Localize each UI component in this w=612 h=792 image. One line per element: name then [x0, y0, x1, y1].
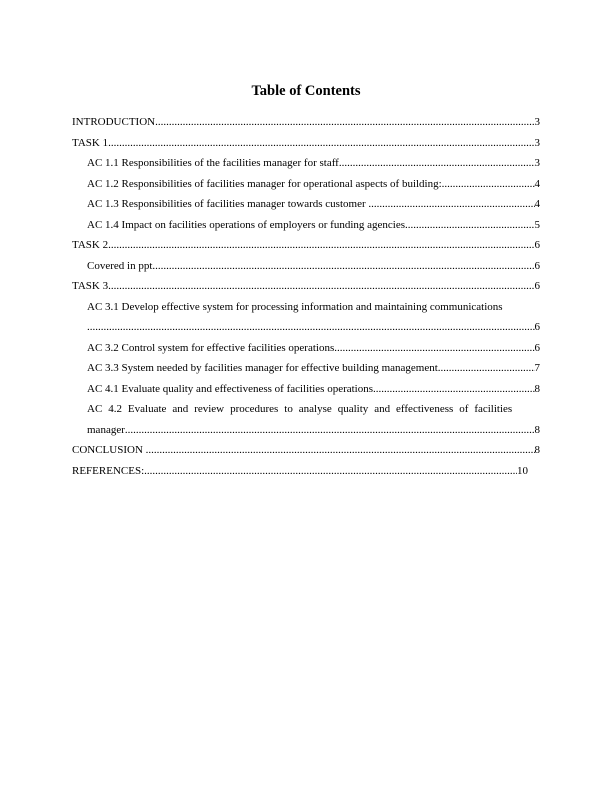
- toc-dot-leader: [442, 174, 535, 195]
- toc-entry-label: Covered in ppt: [87, 259, 153, 272]
- toc-entry-label: AC 1.4 Impact on facilities operations of employers or funding agencies: [87, 218, 405, 231]
- toc-entry-page: 3: [534, 116, 540, 128]
- toc-entry-ac-3-2[interactable]: [72, 338, 540, 359]
- toc-dot-leader: [334, 338, 534, 359]
- toc-dot-leader: [108, 235, 534, 256]
- toc-entry-page: 6: [534, 321, 540, 333]
- toc-entry-ac-1-2[interactable]: [72, 174, 540, 195]
- toc-entry-line: [87, 297, 540, 318]
- toc-entry-label: CONCLUSION: [72, 444, 146, 456]
- toc-entry-ac-4-1[interactable]: [72, 379, 540, 400]
- toc-entry-label: AC 4.2 Evaluate and review procedures to analyse quality and effectiveness of facilities: [87, 403, 513, 415]
- toc-entry-page: 5: [534, 218, 540, 231]
- toc-entry-ac-4-2[interactable]: [72, 399, 540, 440]
- toc-dot-leader: [405, 215, 535, 236]
- toc-entry-label: TASK 1: [72, 136, 109, 149]
- toc-entry-conclusion[interactable]: [72, 440, 540, 461]
- toc-dot-leader: [87, 317, 535, 338]
- toc-entry-page: 3: [534, 157, 540, 169]
- toc-entry-label: AC 1.3 Responsibilities of facilities manager towards customer: [87, 198, 369, 210]
- toc-entry-label: TASK 3: [72, 280, 109, 292]
- toc-dot-leader: [339, 153, 535, 174]
- toc-entry-label: AC 4.1 Evaluate quality and effectiveness of facilities operations: [87, 382, 374, 395]
- toc-dot-leader: [144, 461, 517, 482]
- toc-title: Table of Contents: [251, 83, 361, 99]
- toc-entry-label: REFERENCES:: [72, 464, 145, 477]
- toc-entry-task-3[interactable]: [72, 276, 540, 297]
- toc-dot-leader: [125, 420, 535, 441]
- toc-entry-ac-1-3[interactable]: [72, 194, 540, 215]
- toc-dot-leader: [146, 440, 535, 461]
- toc-entry-introduction[interactable]: [72, 112, 540, 133]
- toc-entry-label-continued: manager: [87, 423, 125, 436]
- toc-entry-page: 6: [534, 341, 540, 354]
- toc-entry-references[interactable]: [72, 461, 528, 482]
- toc-entry-page: 3: [534, 136, 540, 149]
- toc-entry-page: 6: [534, 259, 540, 272]
- toc-entry-page: 6: [534, 280, 540, 292]
- toc-entry-label: AC 3.2 Control system for effective facilities operations: [87, 341, 335, 354]
- toc-dot-leader: [108, 133, 534, 154]
- toc-dot-leader: [152, 256, 534, 277]
- toc-entry-task-1[interactable]: [72, 133, 540, 154]
- toc-dot-leader: [368, 194, 534, 215]
- toc-entry-label: AC 1.1 Responsibilities of the facilities manager for staff: [87, 157, 339, 169]
- toc-dot-leader: [373, 379, 534, 400]
- toc-entry-line: [87, 399, 540, 420]
- table-of-contents: [72, 112, 540, 481]
- toc-entry-page: 4: [534, 198, 540, 210]
- toc-entry-label: INTRODUCTION: [72, 116, 156, 128]
- toc-dot-leader: [438, 358, 535, 379]
- toc-entry-page: 8: [534, 423, 540, 436]
- toc-entry-label: AC 3.1 Develop effective system for processing information and maintaining communications: [87, 300, 503, 313]
- toc-dot-leader: [155, 112, 534, 133]
- toc-entry-ac-1-4[interactable]: [72, 215, 540, 236]
- toc-entry-page: 4: [534, 177, 540, 190]
- toc-dot-leader: [108, 276, 534, 297]
- toc-entry-line: [87, 317, 540, 338]
- toc-entry-covered-in-ppt[interactable]: [72, 256, 540, 277]
- toc-entry-line: [87, 420, 540, 441]
- toc-entry-ac-3-3[interactable]: [72, 358, 540, 379]
- toc-entry-page: 8: [534, 382, 540, 395]
- toc-entry-label: AC 1.2 Responsibilities of facilities manager for operational aspects of building:: [87, 177, 442, 190]
- toc-entry-ac-1-1[interactable]: [72, 153, 540, 174]
- toc-entry-label: AC 3.3 System needed by facilities manager for effective building management: [87, 362, 438, 374]
- toc-entry-task-2[interactable]: [72, 235, 540, 256]
- toc-entry-page: 8: [534, 444, 540, 456]
- toc-entry-page: 10: [517, 464, 528, 477]
- toc-entry-page: 6: [534, 239, 540, 251]
- toc-entry-label: TASK 2: [72, 239, 109, 251]
- toc-entry-page: 7: [534, 362, 540, 374]
- toc-entry-ac-3-1[interactable]: [72, 297, 540, 338]
